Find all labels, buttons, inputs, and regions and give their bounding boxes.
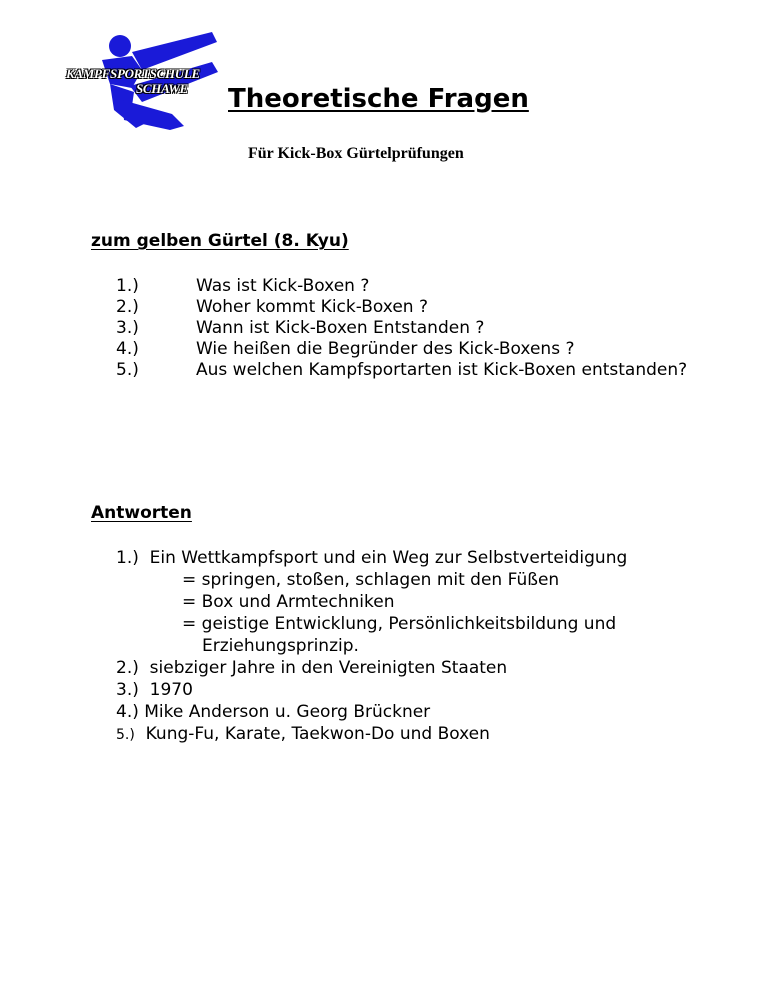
answer-item bbox=[116, 724, 627, 746]
question-item bbox=[116, 339, 736, 360]
question-number: 2.) bbox=[116, 297, 139, 317]
answer-item: 2.) siebziger Jahre in den Vereinigten Staaten bbox=[116, 658, 508, 678]
question-text: Woher kommt Kick-Boxen ? bbox=[196, 297, 428, 317]
page-title: Theoretische Fragen bbox=[228, 84, 529, 114]
answer-detail: = geistige Entwicklung, Persönlichkeitsbildung und bbox=[182, 614, 617, 634]
answer-text: Kung-Fu, Karate, Taekwon-Do und Boxen bbox=[134, 724, 490, 744]
question-text: Wie heißen die Begründer des Kick-Boxens ? bbox=[196, 339, 575, 359]
answer-item: 4.) Mike Anderson u. Georg Brückner bbox=[116, 702, 431, 722]
page-subtitle: Für Kick-Box Gürtelprüfungen bbox=[248, 145, 464, 162]
answer-detail: = springen, stoßen, schlagen mit den Füßen bbox=[182, 570, 560, 590]
answer-item: 3.) 1970 bbox=[116, 680, 193, 700]
question-text: Wann ist Kick-Boxen Entstanden ? bbox=[196, 318, 485, 338]
question-number: 3.) bbox=[116, 318, 139, 338]
question-text: Was ist Kick-Boxen ? bbox=[196, 276, 370, 296]
question-number: 1.) bbox=[116, 276, 139, 296]
answer-detail: Erziehungsprinzip. bbox=[202, 636, 359, 656]
question-item bbox=[116, 276, 736, 297]
question-item bbox=[116, 297, 736, 318]
school-logo bbox=[62, 30, 227, 142]
answer-item: 1.) Ein Wettkampfsport und ein Weg zur Selbstverteidigung bbox=[116, 548, 628, 568]
logo-text-line1: KAMPFSPORTSCHULE bbox=[66, 66, 200, 81]
questions-heading: zum gelben Gürtel (8. Kyu) bbox=[91, 231, 349, 251]
question-number: 5.) bbox=[116, 360, 139, 380]
answer-number: 5.) bbox=[116, 727, 135, 743]
logo-text-line2: SCHAWE bbox=[136, 81, 188, 96]
question-number: 4.) bbox=[116, 339, 139, 359]
answer-list bbox=[116, 548, 627, 746]
question-item bbox=[116, 360, 736, 381]
question-list bbox=[116, 276, 736, 381]
answer-detail: = Box und Armtechniken bbox=[182, 592, 395, 612]
answers-heading: Antworten bbox=[91, 503, 192, 523]
question-text: Aus welchen Kampfsportarten ist Kick-Boxen entstanden? bbox=[196, 360, 688, 380]
question-item bbox=[116, 318, 736, 339]
